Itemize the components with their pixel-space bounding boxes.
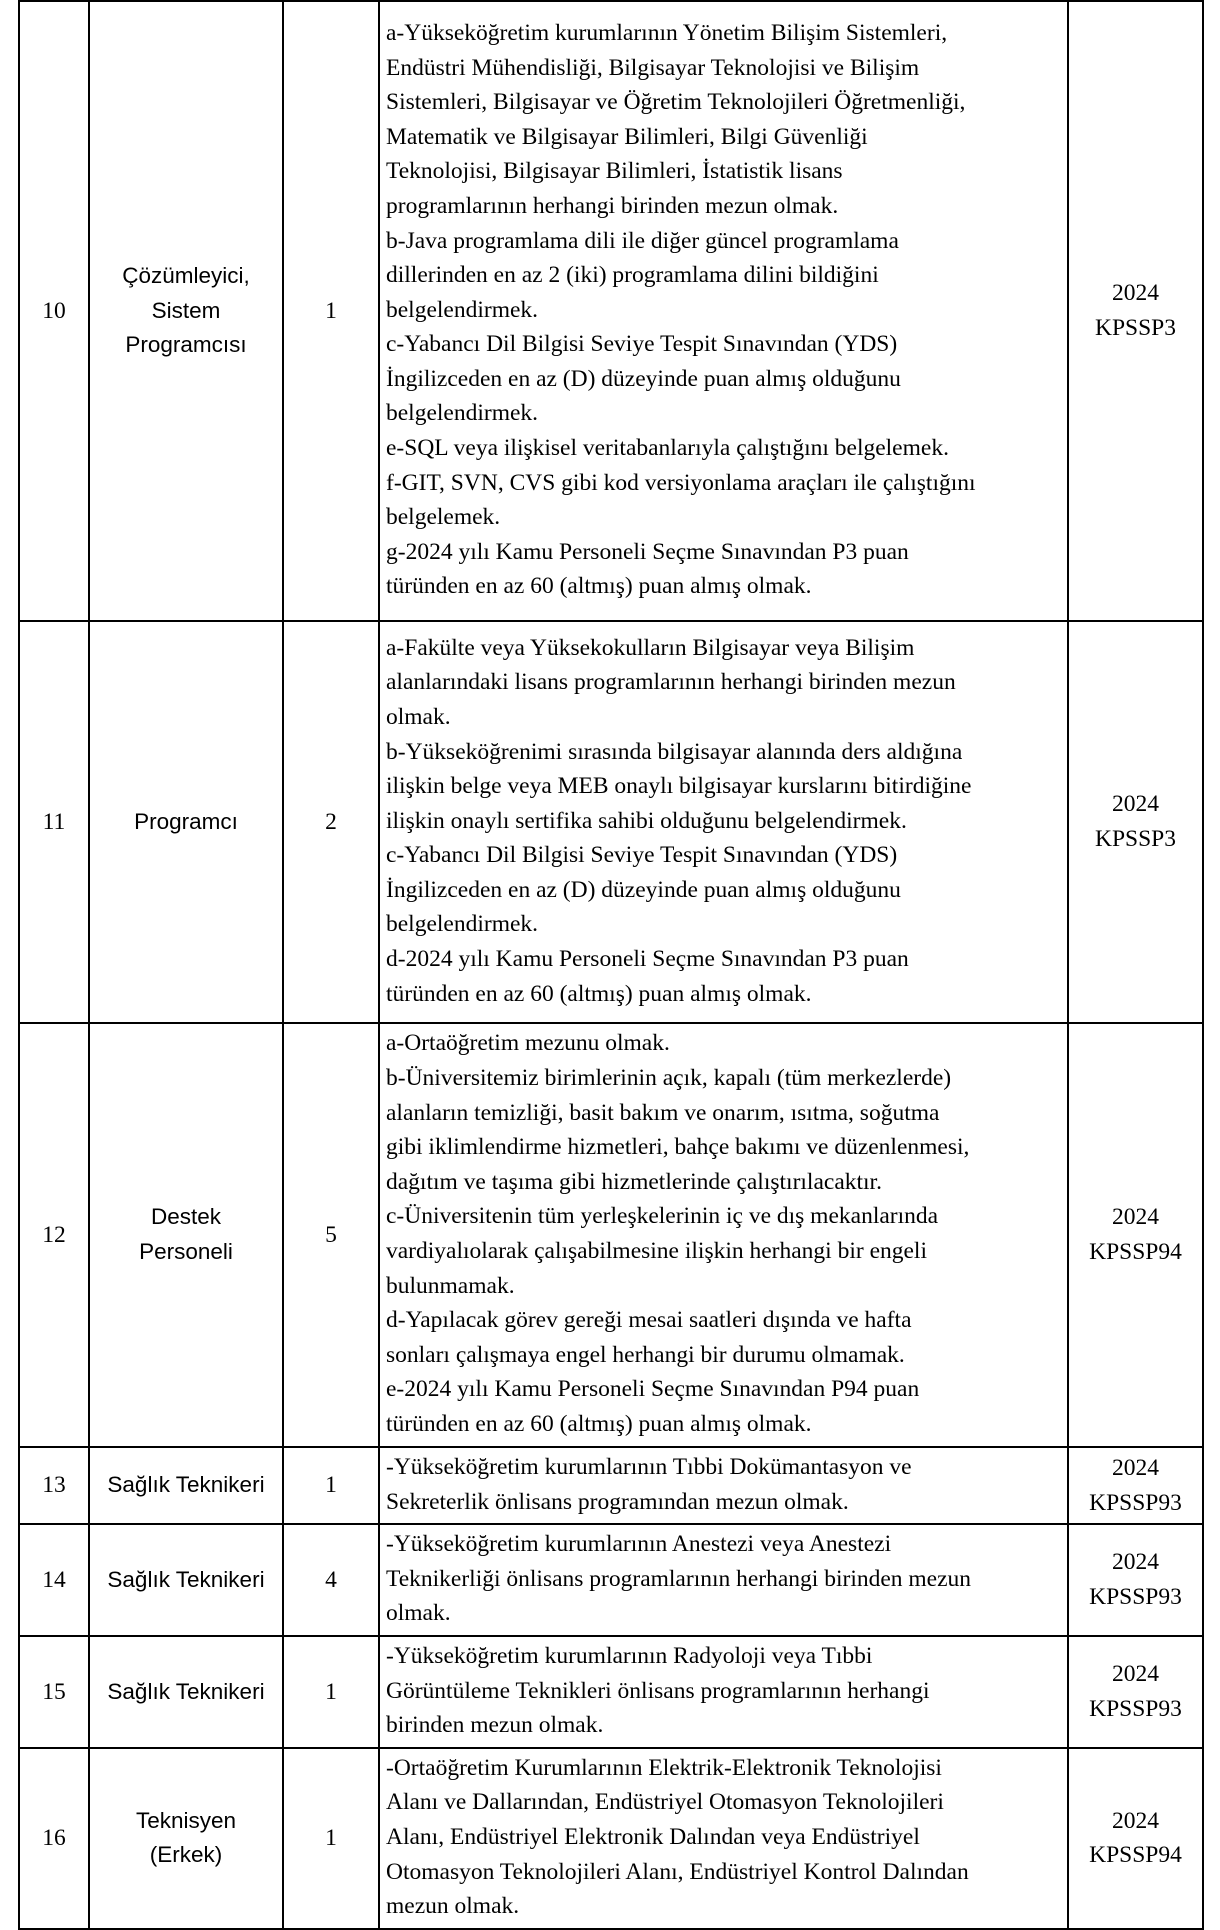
requirement-line: programlarının herhangi birinden mezun olmak. (386, 192, 839, 219)
exam-year: 2024 (1112, 1455, 1159, 1481)
position-count: 1 (283, 1, 379, 621)
requirement-line: -Yükseköğretim kurumlarının Anestezi veya Anestezi (386, 1531, 892, 1558)
requirements (379, 1748, 1068, 1929)
table-row (19, 1524, 1203, 1636)
requirement-line: türünden en az 60 (altmış) puan almış olmak. (386, 1410, 812, 1437)
requirement-line: Alanı, Endüstriyel Elektronik Dalından veya Endüstriyel (386, 1823, 920, 1850)
table-row (19, 621, 1203, 1023)
position-title-line: Programcı (134, 808, 238, 834)
exam-year: 2024 (1112, 1661, 1159, 1688)
exam-type (1068, 621, 1203, 1023)
requirement-line: d-2024 yılı Kamu Personeli Seçme Sınavından P3 puan (386, 946, 909, 973)
exam-score-type: KPSSP3 (1095, 315, 1176, 341)
requirement-line: türünden en az 60 (altmış) puan almış olmak. (386, 980, 812, 1007)
requirement-line: Endüstri Mühendisliği, Bilgisayar Teknolojisi ve Bilişim (386, 54, 920, 81)
requirement-line: bulunmamak. (386, 1272, 515, 1299)
requirement-line: Matematik ve Bilgisayar Bilimleri, Bilgi Güvenliği (386, 123, 868, 150)
exam-year: 2024 (1112, 791, 1159, 818)
requirement-line: -Ortaöğretim Kurumlarının Elektrik-Elektronik Teknolojisi (386, 1754, 942, 1781)
position-title (89, 1447, 283, 1524)
position-title-line: (Erkek) (149, 1842, 223, 1868)
table-row (19, 1, 1203, 621)
requirement-line: gibi iklimlendirme hizmetleri, bahçe bakımı ve düzenlenmesi, (386, 1134, 970, 1161)
requirement-line: İngilizceden en az (D) düzeyinde puan almış olduğunu (386, 876, 901, 903)
position-count: 1 (283, 1447, 379, 1524)
requirements (379, 1, 1068, 621)
requirement-line: belgelendirmek. (386, 911, 539, 938)
position-number: 10 (19, 1, 89, 621)
requirement-line: Sekreterlik önlisans programından mezun olmak. (386, 1488, 849, 1515)
table-row (19, 1636, 1203, 1748)
requirement-line: d-Yapılacak görev gereği mesai saatleri dışında ve hafta (386, 1307, 912, 1334)
requirement-line: türünden en az 60 (altmış) puan almış olmak. (386, 573, 812, 600)
exam-type (1068, 1023, 1203, 1447)
exam-score-type: KPSSP3 (1095, 826, 1176, 852)
requirement-line: e-2024 yılı Kamu Personeli Seçme Sınavından P94 puan (386, 1376, 920, 1403)
staff-requirements-table (18, 0, 1204, 1930)
exam-score-type: KPSSP93 (1089, 1489, 1182, 1516)
requirement-line: a-Yükseköğretim kurumlarının Yönetim Bilişim Sistemleri, (386, 19, 948, 46)
requirement-line: c-Yabancı Dil Bilgisi Seviye Tespit Sınavından (YDS) (386, 331, 898, 358)
requirement-line: b-Yükseköğrenimi sırasında bilgisayar alanında ders aldığına (386, 738, 963, 765)
requirement-line: belgelendirmek. (386, 296, 539, 323)
position-number: 11 (19, 621, 89, 1023)
requirement-line: -Yükseköğretim kurumlarının Radyoloji veya Tıbbi (386, 1642, 873, 1669)
exam-score-type: KPSSP94 (1089, 1239, 1182, 1265)
position-title-line: Teknisyen (135, 1807, 237, 1833)
requirements (379, 621, 1068, 1023)
requirement-line: b-Üniversitemiz birimlerinin açık, kapalı (tüm merkezlerde) (386, 1065, 952, 1092)
exam-year: 2024 (1112, 1549, 1159, 1576)
position-title-line: Sağlık Teknikeri (107, 1472, 265, 1498)
requirement-line: Teknolojisi, Bilgisayar Bilimleri, İstatistik lisans (386, 158, 843, 185)
requirement-line: alanların temizliği, basit bakım ve onarım, ısıtma, soğutma (386, 1099, 940, 1126)
requirement-line: f-GIT, SVN, CVS gibi kod versiyonlama araçları ile çalıştığını (386, 469, 976, 496)
position-title-line: Çözümleyici, (122, 263, 250, 289)
requirement-line: ilişkin onaylı sertifika sahibi olduğunu belgelendirmek. (386, 807, 907, 834)
requirement-line: a-Fakülte veya Yüksekokulların Bilgisayar veya Bilişim (386, 634, 915, 661)
requirement-line: ilişkin belge veya MEB onaylı bilgisayar kurslarını bitirdiğine (386, 773, 972, 800)
exam-type (1068, 1524, 1203, 1636)
exam-score-type: KPSSP94 (1089, 1842, 1182, 1869)
table-body (19, 1, 1203, 1929)
position-number: 12 (19, 1023, 89, 1447)
requirement-line: İngilizceden en az (D) düzeyinde puan almış olduğunu (386, 365, 901, 392)
exam-year: 2024 (1112, 1807, 1159, 1834)
requirements (379, 1023, 1068, 1447)
exam-type (1068, 1447, 1203, 1524)
requirement-line: birinden mezun olmak. (386, 1712, 604, 1739)
requirement-line: olmak. (386, 703, 451, 730)
table-row (19, 1748, 1203, 1929)
position-count: 2 (283, 621, 379, 1023)
position-title (89, 1636, 283, 1748)
position-number: 14 (19, 1524, 89, 1636)
exam-type (1068, 1748, 1203, 1929)
position-title (89, 1748, 283, 1929)
requirement-line: sonları çalışmaya engel herhangi bir durumu olmamak. (386, 1341, 905, 1368)
exam-year: 2024 (1112, 280, 1159, 307)
requirement-line: Otomasyon Teknolojileri Alanı, Endüstriyel Kontrol Dalından (386, 1858, 969, 1885)
position-title-line: Programcısı (125, 332, 247, 358)
position-title (89, 1, 283, 621)
requirements (379, 1447, 1068, 1524)
position-number: 13 (19, 1447, 89, 1524)
requirement-line: Teknikerliği önlisans programlarının herhangi birinden mezun (386, 1565, 972, 1592)
exam-score-type: KPSSP93 (1089, 1584, 1182, 1611)
position-title (89, 621, 283, 1023)
position-count: 1 (283, 1748, 379, 1929)
position-title (89, 1023, 283, 1447)
requirement-line: g-2024 yılı Kamu Personeli Seçme Sınavından P3 puan (386, 538, 909, 565)
position-title-line: Destek (150, 1204, 222, 1230)
position-title-line: Personeli (139, 1239, 233, 1264)
requirement-line: vardiyalıolarak çalışabilmesine ilişkin herhangi bir engeli (386, 1238, 927, 1264)
staff-requirements-table-page (18, 0, 1202, 1930)
requirement-line: e-SQL veya ilişkisel veritabanlarıyla çalıştığını belgelemek. (386, 435, 949, 462)
requirement-line: c-Yabancı Dil Bilgisi Seviye Tespit Sınavından (YDS) (386, 842, 898, 869)
requirement-line: olmak. (386, 1600, 451, 1627)
requirement-line: belgelemek. (386, 504, 501, 531)
requirements (379, 1524, 1068, 1636)
requirements (379, 1636, 1068, 1748)
requirement-line: alanlarındaki lisans programlarının herhangi birinden mezun (386, 669, 956, 696)
requirement-line: Görüntüleme Teknikleri önlisans programlarının herhangi (386, 1677, 930, 1704)
position-title (89, 1524, 283, 1636)
exam-score-type: KPSSP93 (1089, 1695, 1182, 1722)
requirement-line: b-Java programlama dili ile diğer güncel programlama (386, 227, 899, 254)
table-row (19, 1023, 1203, 1447)
exam-type (1068, 1636, 1203, 1748)
position-count: 5 (283, 1023, 379, 1447)
requirement-line: dağıtım ve taşıma gibi hizmetlerinde çalıştırılacaktır. (386, 1168, 882, 1195)
exam-year: 2024 (1112, 1204, 1159, 1231)
position-title-line: Sistem (151, 297, 221, 323)
requirement-line: -Yükseköğretim kurumlarının Tıbbi Dokümantasyon ve (386, 1454, 912, 1480)
position-number: 15 (19, 1636, 89, 1748)
table-row (19, 1447, 1203, 1524)
requirement-line: mezun olmak. (386, 1893, 520, 1920)
position-count: 4 (283, 1524, 379, 1636)
requirement-line: dillerinden en az 2 (iki) programlama dilini bildiğini (386, 262, 879, 289)
position-title-line: Sağlık Teknikeri (107, 1678, 265, 1704)
position-title-line: Sağlık Teknikeri (107, 1566, 265, 1592)
requirement-line: c-Üniversitenin tüm yerleşkelerinin iç ve dış mekanlarında (386, 1203, 939, 1230)
position-count: 1 (283, 1636, 379, 1748)
position-number: 16 (19, 1748, 89, 1929)
requirement-line: Sistemleri, Bilgisayar ve Öğretim Teknolojileri Öğretmenliği, (386, 89, 966, 116)
requirement-line: a-Ortaöğretim mezunu olmak. (386, 1030, 670, 1057)
exam-type (1068, 1, 1203, 621)
requirement-line: Alanı ve Dallarından, Endüstriyel Otomasyon Teknolojileri (386, 1789, 944, 1816)
requirement-line: belgelendirmek. (386, 400, 539, 427)
